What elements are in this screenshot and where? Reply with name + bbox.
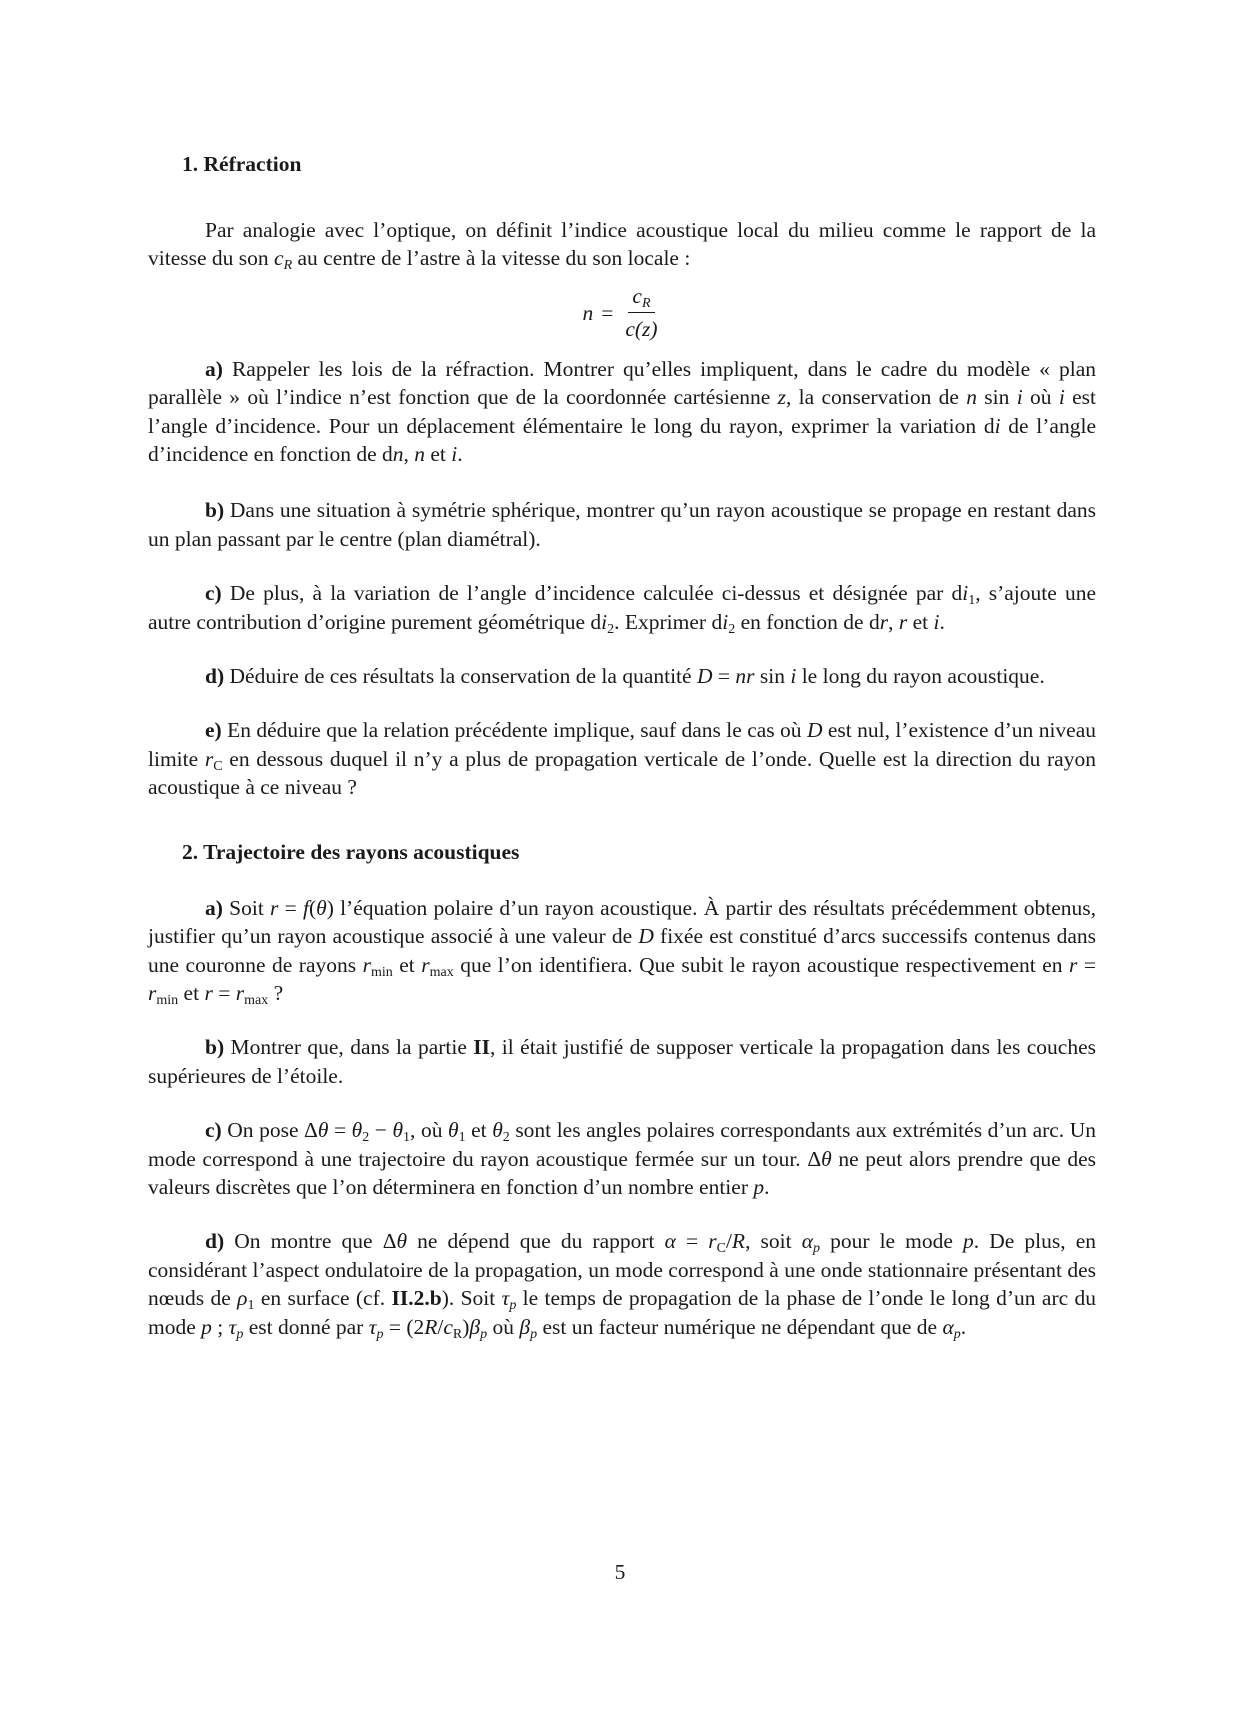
equation-fraction	[621, 282, 661, 343]
equation-lhs: n	[582, 300, 594, 325]
question-2d: d) On montre que Δθ ne dépend que du rapport $\alpha = r_C/R$, soit $\alpha_p$ pour le mode p. De plus, en considérant l’aspect ondulatoire de la propagation, un mode correspond à une onde stationnaire présentant des nœuds de $\rho_1$ en surface (cf. II.2.b). Soit $\tau_p$ le temps de propagation de la phase de l’onde le long d’un arc du mode p ; $\tau_p$ est donné par $\tau_p = (2R/c_R)\beta_p$ où $\beta_p$ est un facteur numérique ne dépendant que de $\alpha_p$.	[148, 1229, 1096, 1342]
index-equation	[148, 277, 1096, 349]
fraction-numerator: $c_R$	[628, 282, 654, 312]
question-2a: a) Soit r = f(θ) l’équation polaire d’un rayon acoustique. À partir des résultats précédemment obtenus, justifier qu’un rayon acoustique associé à une valeur de D fixée est constitué d’arcs successifs contenus dans une couronne de rayons $r_{min}$ et $r_{max}$ que l’on identifiera. Que subit le rayon acoustique respectivement en $r = r_{min}$ et $r = r_{max}$ ?	[148, 895, 1097, 1008]
section-title-trajectoire: 2. Trajectoire des rayons acoustiques	[182, 839, 520, 864]
page-number: 5	[614, 1560, 626, 1584]
question-1a: a) Rappeler les lois de la réfraction. Montrer qu’elles impliquent, dans le cadre du modèle « plan parallèle » où l’indice n’est fonction que de la coordonnée cartésienne z, la conservation de n sin i où i est l’angle d’incidence. Pour un déplacement élémentaire le long du rayon, exprimer la variation di de l’angle d’incidence en fonction de dn, n et i.	[148, 356, 1097, 467]
document-page	[148, 150, 1096, 1341]
section-title-refraction: 1. Réfraction	[182, 152, 302, 176]
question-2b: b) Montrer que, dans la partie II, il était justifié de supposer verticale la propagation dans les couches supérieures de l’étoile.	[148, 1035, 1096, 1088]
intro-paragraph: Par analogie avec l’optique, on définit l’indice acoustique local du milieu comme le rapport de la vitesse du son $c_R$ au centre de l’astre à la vitesse du son locale :	[148, 218, 1096, 274]
fraction-denominator: c(z)	[625, 316, 658, 341]
question-1d: d) Déduire de ces résultats la conservation de la quantité D = nr sin i le long du rayon acoustique.	[205, 664, 1045, 689]
question-2c: c) On pose $\Delta\theta = \theta_2 - \theta_1$, où $\theta_1$ et $\theta_2$ sont les angles polaires correspondants aux extrémités d’un arc. Un mode correspond à une trajectoire du rayon acoustique fermée sur un tour. Δθ ne peut alors prendre que des valeurs discrètes que l’on déterminera en fonction d’un nombre entier p.	[148, 1118, 1097, 1199]
question-1b: b) Dans une situation à symétrie sphérique, montrer qu’un rayon acoustique se propage en restant dans un plan passant par le centre (plan diamétral).	[148, 498, 1096, 551]
equation-sign: =	[601, 300, 614, 325]
question-1c: c) De plus, à la variation de l’angle d’incidence calculée ci-dessus et désignée par $di_1$, s’ajoute une autre contribution d’origine purement géométrique $di_2$. Exprimer $di_2$ en fonction de dr, r et i.	[148, 581, 1096, 637]
question-1e: e) En déduire que la relation précédente implique, sauf dans le cas où D est nul, l’existence d’un niveau limite $r_C$ en dessous duquel il n’y a plus de propagation verticale de l’onde. Quelle est la direction du rayon acoustique à ce niveau ?	[148, 718, 1096, 800]
